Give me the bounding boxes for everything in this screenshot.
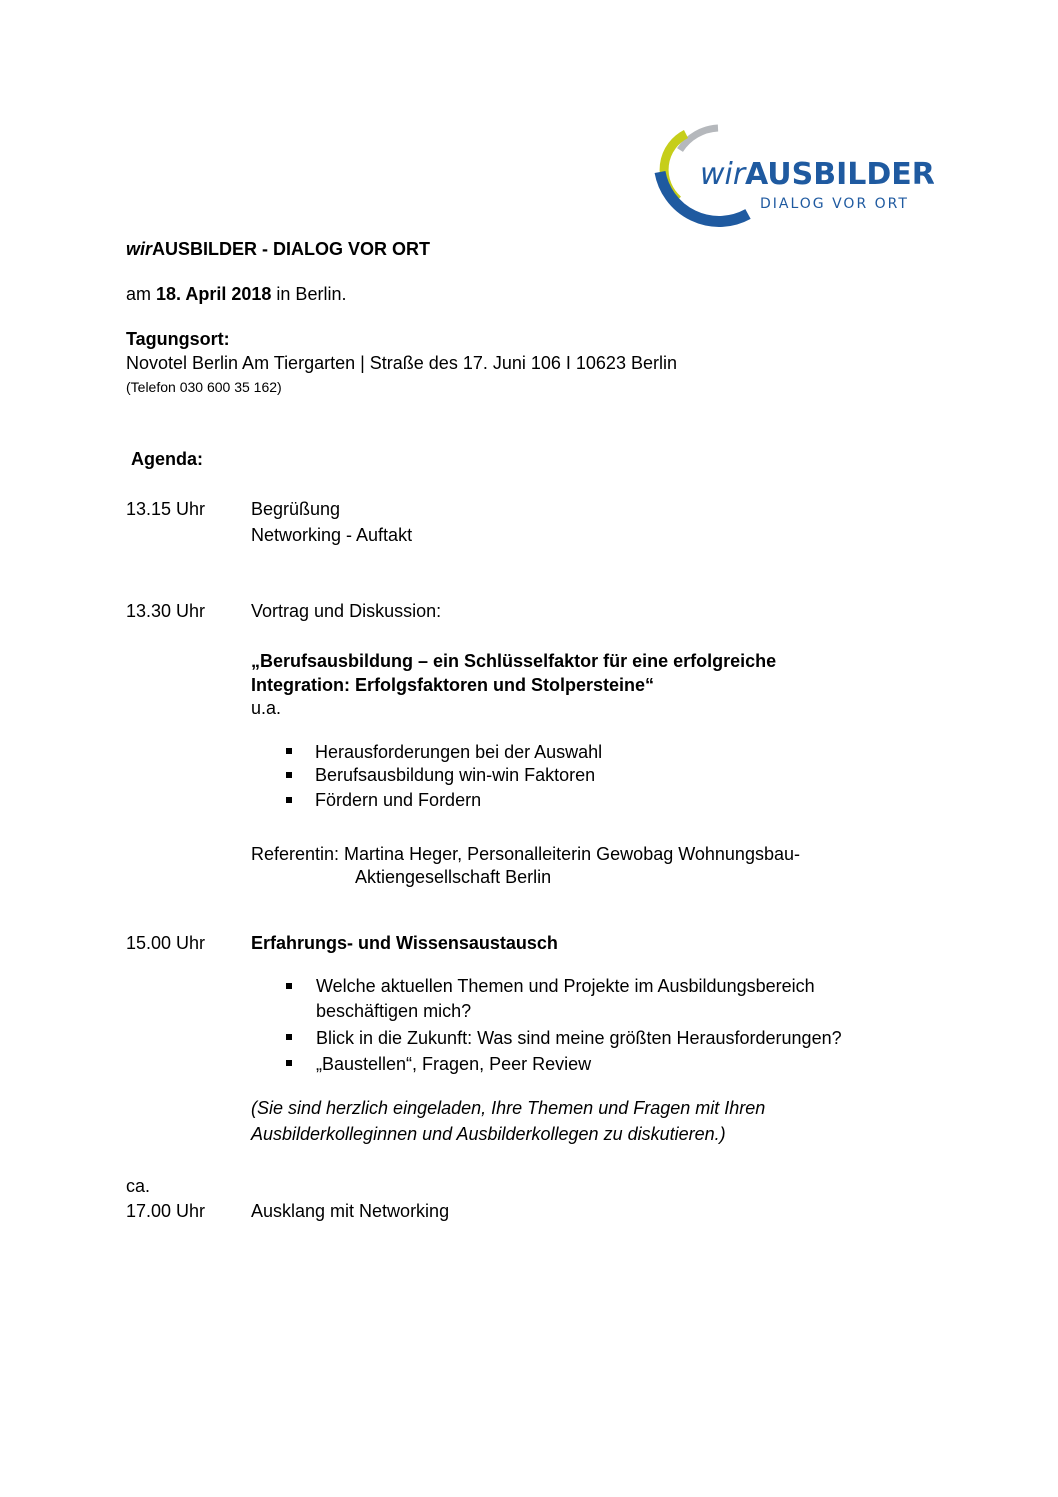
venue-address: Novotel Berlin Am Tiergarten | Straße des 17. Juni 106 I 10623 Berlin	[126, 353, 677, 373]
agenda-item-1-line1: Begrüßung	[251, 499, 341, 519]
talk-bullet-2: Berufsausbildung win-win Faktoren	[315, 765, 596, 785]
date-bold: 18. April 2018	[156, 284, 272, 304]
exchange-bullet-1-line1: Welche aktuellen Themen und Projekte im Ausbildungsbereich	[316, 976, 815, 996]
talk-bullet-3: Fördern und Fordern	[315, 790, 482, 810]
logo-tagline: DIALOG VOR ORT	[760, 196, 909, 212]
agenda-time-3: 15.00 Uhr	[126, 933, 206, 953]
exchange-bullet-1-line2: beschäftigen mich?	[316, 1001, 472, 1021]
exchange-bullet-2: Blick in die Zukunft: Was sind meine größten Herausforderungen?	[316, 1028, 842, 1048]
bullet-marker	[286, 748, 292, 754]
bullet-marker	[286, 1060, 292, 1066]
exchange-note-line1: (Sie sind herzlich eingeladen, Ihre Themen und Fragen mit Ihren	[251, 1098, 766, 1118]
venue-phone: (Telefon 030 600 35 162)	[126, 379, 282, 395]
talk-ua: u.a.	[251, 698, 282, 718]
logo-word-bold: AUSBILDER	[745, 157, 934, 192]
speaker-line1: Referentin: Martina Heger, Personalleiterin Gewobag Wohnungsbau-	[251, 844, 800, 864]
event-date	[126, 283, 346, 305]
bullet-marker	[286, 772, 292, 778]
exchange-title: Erfahrungs- und Wissensaustausch	[251, 933, 558, 953]
bullet-marker	[286, 1034, 292, 1040]
agenda-label: Agenda:	[131, 449, 203, 469]
agenda-time-2: 13.30 Uhr	[126, 601, 206, 621]
date-pre: am	[126, 284, 157, 304]
exchange-bullet-3: „Baustellen“, Fragen, Peer Review	[316, 1054, 592, 1074]
speaker-line2: Aktiengesellschaft Berlin	[355, 867, 552, 887]
bullet-marker	[286, 797, 292, 803]
agenda-item-2-intro: Vortrag und Diskussion:	[251, 601, 442, 621]
title-prefix: wir	[126, 239, 153, 259]
wir-ausbilder-logo	[652, 120, 934, 232]
agenda-time-1: 13.15 Uhr	[126, 499, 206, 519]
agenda-time-4-prefix: ca.	[126, 1176, 151, 1196]
exchange-note-line2: Ausbilderkolleginnen und Ausbilderkollegen zu diskutieren.)	[251, 1124, 726, 1144]
agenda-item-1-line2: Networking - Auftakt	[251, 525, 413, 545]
title-rest: AUSBILDER - DIALOG VOR ORT	[152, 239, 431, 259]
logo-word-light: wir	[700, 157, 746, 192]
talk-title-line2: Integration: Erfolgsfaktoren und Stolpersteine“	[251, 675, 655, 695]
venue-label: Tagungsort:	[126, 329, 230, 349]
document-title	[126, 238, 430, 260]
date-post: in Berlin.	[271, 284, 347, 304]
agenda-time-4: 17.00 Uhr	[126, 1201, 206, 1221]
talk-bullet-1: Herausforderungen bei der Auswahl	[315, 742, 603, 762]
agenda-item-4-text: Ausklang mit Networking	[251, 1201, 450, 1221]
talk-title-line1: „Berufsausbildung – ein Schlüsselfaktor für eine erfolgreiche	[251, 651, 777, 671]
bullet-marker	[286, 983, 292, 989]
